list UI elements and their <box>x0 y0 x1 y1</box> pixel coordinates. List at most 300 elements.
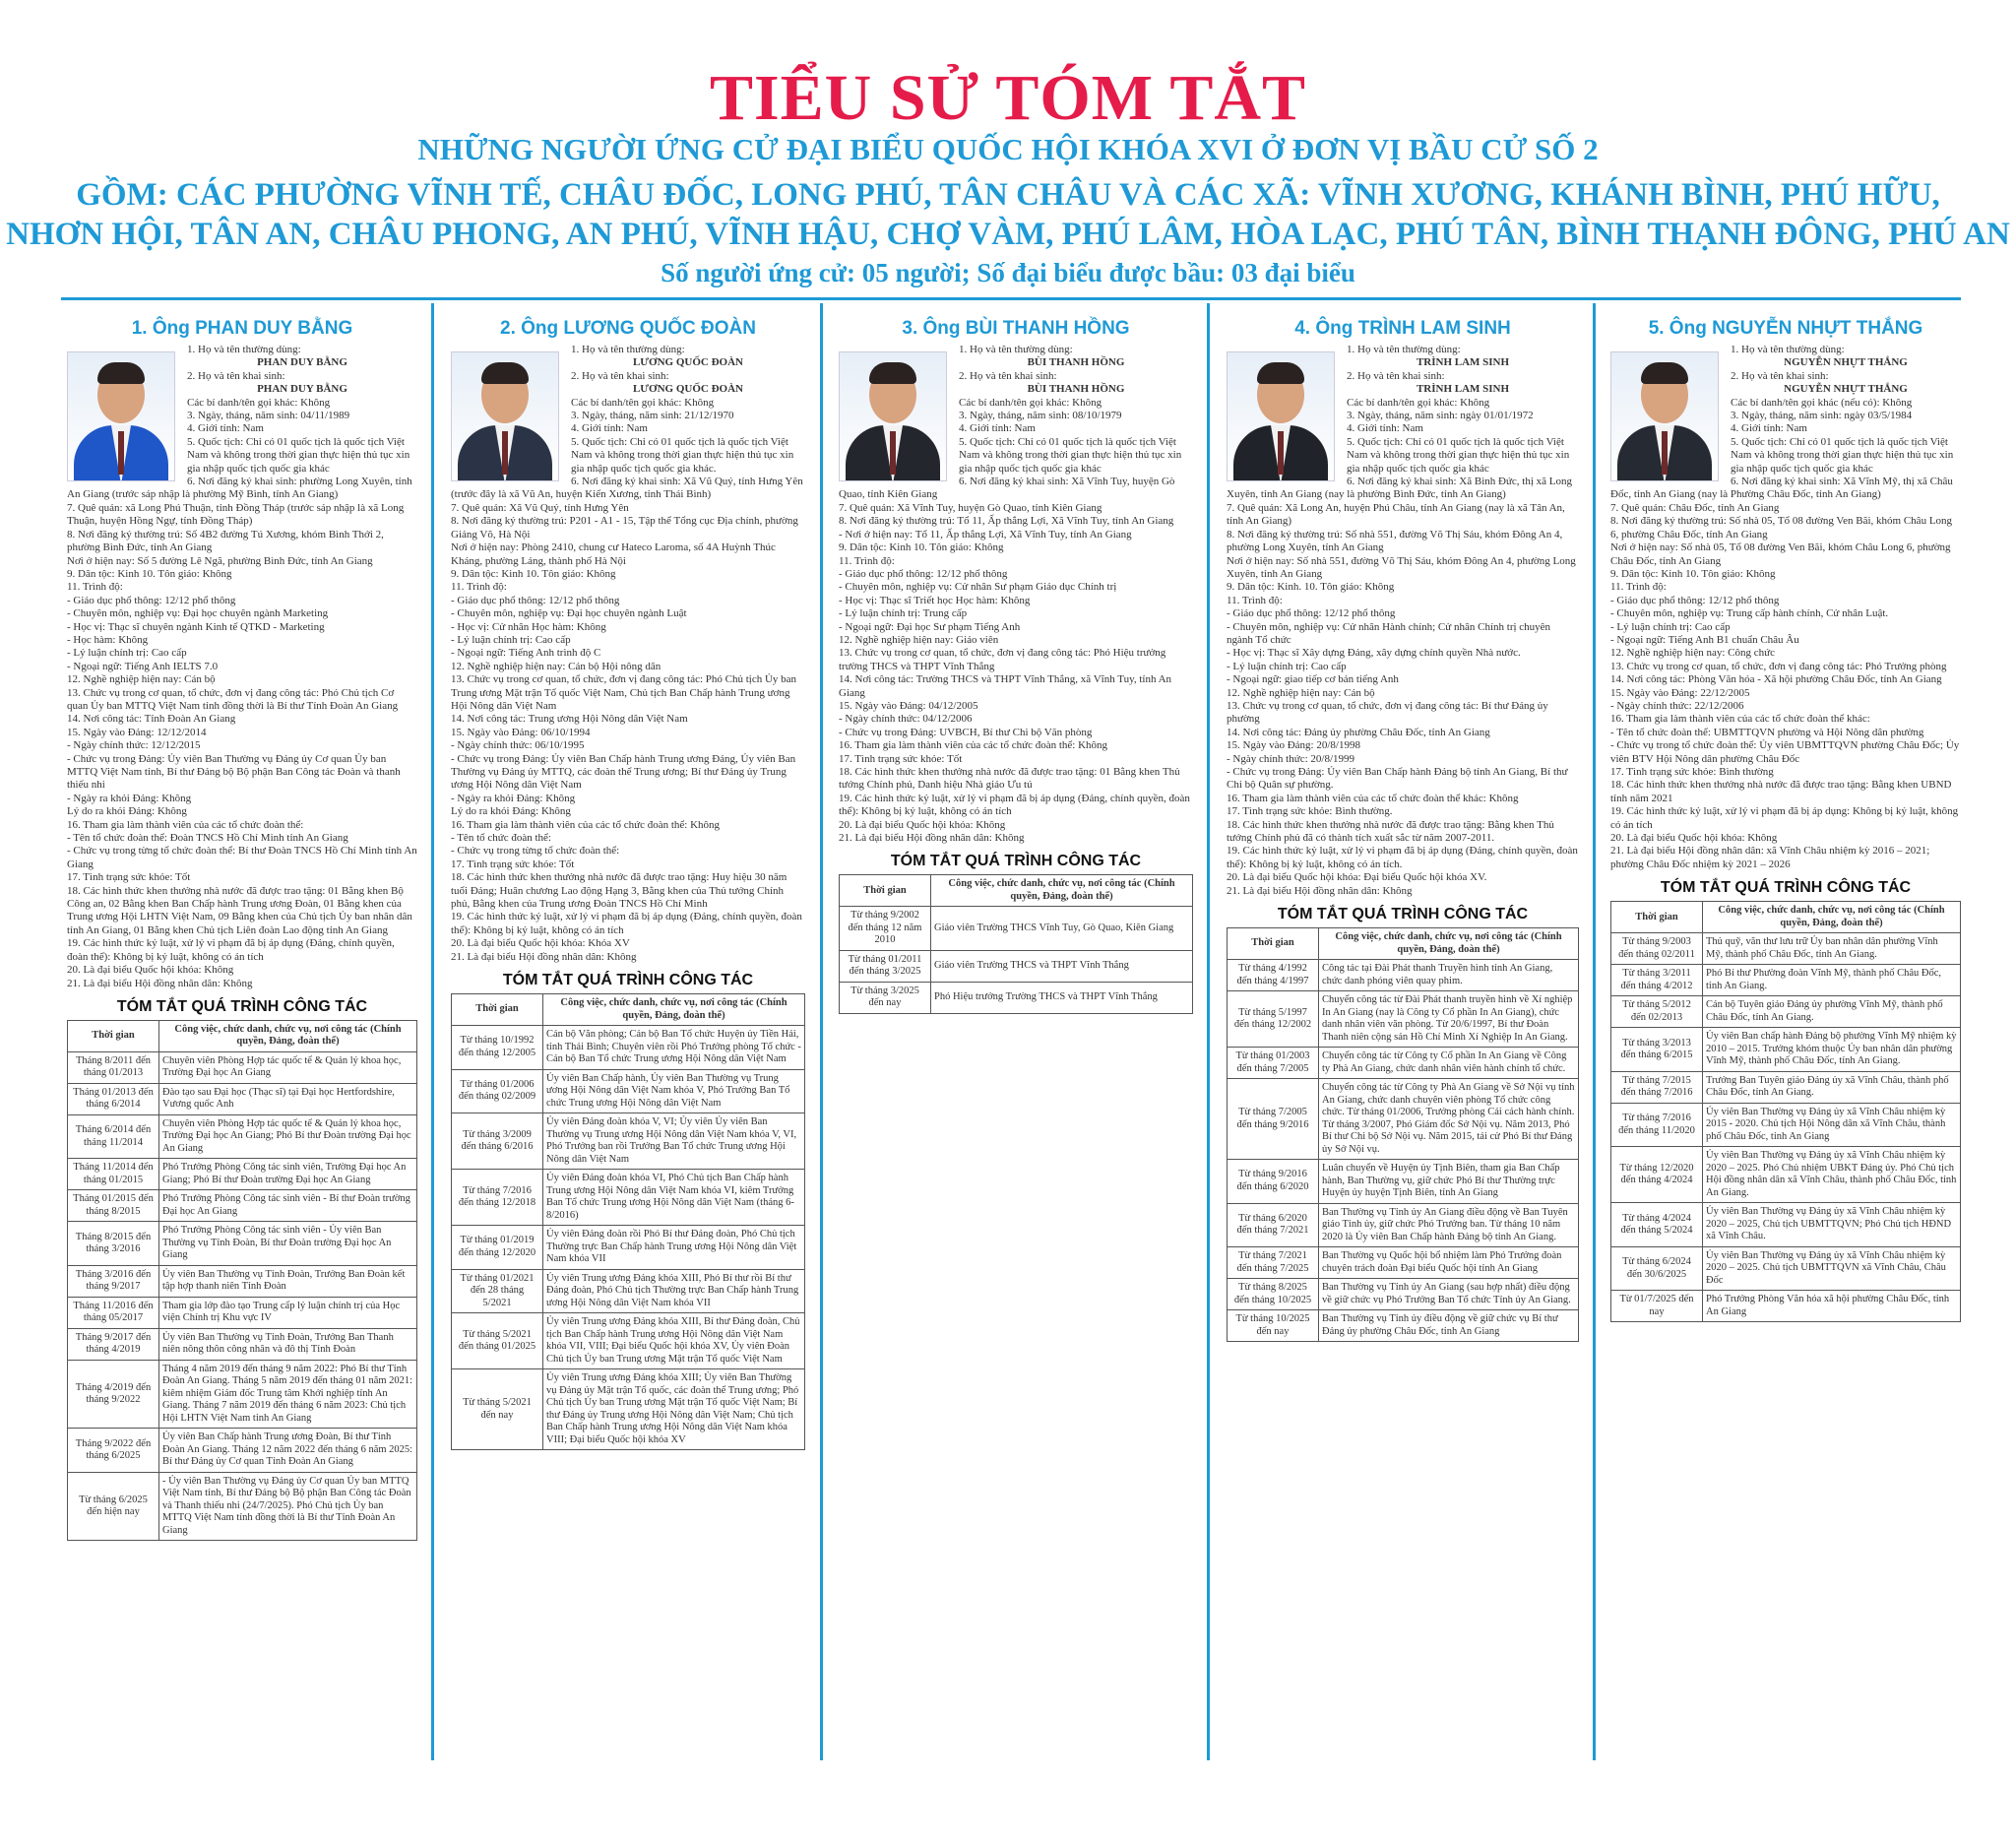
work-time: Từ tháng 6/2025 đến hiện nay <box>68 1472 159 1541</box>
work-time: Tháng 4/2019 đến tháng 9/2022 <box>68 1360 159 1429</box>
work-description: Giáo viên Trường THCS Vĩnh Tuy, Gò Quao, Kiên Giang <box>931 907 1193 951</box>
bio-line: 4. Giới tính: Nam <box>959 422 1036 435</box>
work-history-table <box>67 1020 417 1542</box>
subtitle-line-2: GỒM: CÁC PHƯỜNG VĨNH TẾ, CHÂU ĐỐC, LONG PHÚ, TÂN CHÂU VÀ CÁC XÃ: VĨNH XƯƠNG, KHÁNH BÌNH, PHÚ HỮU, <box>76 177 1940 213</box>
work-time: Từ tháng 9/2002 đến tháng 12 năm 2010 <box>840 907 931 951</box>
bio-line: 13. Chức vụ trong cơ quan, tổ chức, đơn vị đang công tác: Phó Trưởng phòng <box>1610 660 1947 672</box>
bio-line: NGUYỄN NHỰT THẮNG <box>1784 356 1908 369</box>
table-row <box>68 1265 417 1297</box>
bio-line: 11. Trình độ: <box>1610 581 1667 594</box>
photo-hair <box>97 362 145 384</box>
work-time: Từ tháng 7/2016 đến tháng 11/2020 <box>1611 1103 1703 1147</box>
bio-line: 21. Là đại biểu Hội đồng nhân dân: Không <box>451 950 637 963</box>
work-time: Tháng 8/2015 đến tháng 3/2016 <box>68 1222 159 1266</box>
table-row <box>1228 960 1579 991</box>
table-row <box>452 1369 805 1450</box>
bio-line: Các bí danh/tên gọi khác (nếu có): Không <box>1731 396 1913 409</box>
candidate-photo <box>67 351 175 481</box>
work-description: Chuyển công tác từ Công ty Phà An Giang về Sở Nội vụ tỉnh An Giang, chức danh chuyên viên phòng Tổ chức công chức. Từ tháng 01/2006, Trưởng phòng Cải cách hành chính. Từ tháng 3/2007, Phó Giám đốc Sở Nội vụ. Năm 2013, Phó Bí thư Chi bộ Sở Nội vụ. Năm 2015, tái cử Phó Bí thư Đảng ủy Sở Nội vụ. <box>1319 1079 1579 1160</box>
bio-line: - Chuyên môn, nghiệp vụ: Đại học chuyên ngành Luật <box>451 607 687 620</box>
bio-line: - Chuyên môn, nghiệp vụ: Cử nhân Sư phạm Giáo dục Chính trị <box>839 581 1117 594</box>
bio-line: 12. Nghề nghiệp hiện nay: Cán bộ <box>1227 686 1375 699</box>
bio-line: 19. Các hình thức kỷ luật, xử lý vi phạm đã bị áp dụng: Không bị kỷ luật, không có án tích <box>1610 805 1959 831</box>
table-row <box>68 1114 417 1159</box>
bio-line: 17. Tình trạng sức khỏe: Bình thường. <box>1227 805 1393 818</box>
bio-line: 18. Các hình thức khen thưởng nhà nước đã được trao tặng: 01 Bằng khen Thủ tướng Chính phủ, Danh hiệu Nhà giáo Ưu tú <box>839 766 1180 792</box>
work-time: Từ tháng 7/2015 đến tháng 7/2016 <box>1611 1071 1703 1103</box>
table-row <box>68 1222 417 1266</box>
work-description: Chuyên viên Phòng Hợp tác quốc tế & Quản lý khoa học, Trường Đại học An Giang <box>159 1051 417 1083</box>
bio-line: - Ngoại ngữ: giao tiếp cơ bản tiếng Anh <box>1227 673 1399 686</box>
bio-line: - Ngoại ngữ: Tiếng Anh trình độ C <box>451 647 601 660</box>
bio-line: NGUYỄN NHỰT THẮNG <box>1784 383 1908 396</box>
candidate-name: 1. Ông PHAN DUY BẰNG <box>131 318 353 339</box>
bio-line: 19. Các hình thức kỷ luật, xử lý vi phạm đã bị áp dụng (Đảng, chính quyền, đoàn thể): Không bị kỷ luật, không có án tích <box>67 937 395 963</box>
work-description: Tham gia lớp đào tạo Trung cấp lý luận chính trị của Học viện Chính trị Khu vực IV <box>159 1297 417 1328</box>
bio-line: 17. Tình trạng sức khỏe: Tốt <box>839 752 963 765</box>
bio-line: 13. Chức vụ trong cơ quan, tổ chức, đơn vị đang công tác: Bí thư Đảng ủy phường <box>1227 699 1548 726</box>
table-row <box>1228 1079 1579 1160</box>
bio-line: 3. Ngày, tháng, năm sinh: 08/10/1979 <box>959 410 1122 422</box>
work-description: Tháng 4 năm 2019 đến tháng 9 năm 2022: Phó Bí thư Tỉnh Đoàn An Giang. Tháng 5 năm 2019 đến tháng 01 năm 2021: kiêm nhiệm Giám đốc Trung tâm Khởi nghiệp tỉnh An Giang. Tháng 7 năm 2019 đến tháng 6 năm 2023: Chủ tịch Hội LHTN Việt Nam tỉnh An Giang <box>159 1360 417 1429</box>
bio-line: 8. Nơi đăng ký thường trú: P201 - A1 - 15, Tập thể Tổng cục Địa chính, phường Giảng Võ, Hà Nội <box>451 515 798 540</box>
table-row <box>1611 1246 1961 1291</box>
bio-line: 6. Nơi đăng ký khai sinh: Xã Vũ Quý, tỉnh Hưng Yên (trước đây là xã Vũ An, huyện Kiến Xương, tỉnh Thái Bình) <box>451 476 803 501</box>
work-description: Phó Trưởng Phòng Văn hóa xã hội phường Châu Đốc, tỉnh An Giang <box>1703 1291 1961 1322</box>
time-header: Thời gian <box>840 875 931 907</box>
work-time: Từ tháng 9/2003 đến tháng 02/2011 <box>1611 933 1703 965</box>
bio-line: - Ngoại ngữ: Tiếng Anh B1 chuẩn Châu Âu <box>1610 633 1799 646</box>
bio-line: 2. Họ và tên khai sinh: <box>571 369 669 382</box>
work-time: Từ tháng 10/2025 đến nay <box>1228 1310 1319 1342</box>
time-header: Thời gian <box>68 1020 159 1051</box>
bio-line: 17. Tình trạng sức khỏe: Tốt <box>67 871 191 884</box>
bio-line: 9. Dân tộc: Kinh 10. Tôn giáo: Không <box>1610 567 1776 580</box>
table-row <box>68 1360 417 1429</box>
bio-line: 15. Ngày vào Đảng: 22/12/2005 <box>1610 686 1750 699</box>
work-time: Tháng 3/2016 đến tháng 9/2017 <box>68 1265 159 1297</box>
bio-line: Lý do ra khỏi Đảng: Không <box>451 805 571 818</box>
subtitle-line-4: Số người ứng cử: 05 người; Số đại biểu được bầu: 03 đại biểu <box>661 258 1355 287</box>
table-row <box>1611 1203 1961 1247</box>
work-description: Ủy viên Ban Thường vụ Đảng ủy xã Vĩnh Châu nhiệm kỳ 2020 – 2025, Chủ tịch UBMTTQVN; Phó Chủ tịch HĐND xã Vĩnh Châu. <box>1703 1203 1961 1247</box>
bio-line: 5. Quốc tịch: Chỉ có 01 quốc tịch là quốc tịch Việt Nam và không trong thời gian thực hiện thủ tục xin gia nhập quốc tịch quốc gia khác <box>187 435 410 475</box>
work-time: Từ tháng 8/2025 đến tháng 10/2025 <box>1228 1279 1319 1310</box>
candidate-photo <box>839 351 947 481</box>
work-header: Công việc, chức danh, chức vụ, nơi công tác (Chính quyền, Đảng, đoàn thể) <box>931 875 1193 907</box>
candidate-photo <box>451 351 559 481</box>
work-description: Ủy viên Ban Chấp hành Trung ương Đoàn, Bí thư Tỉnh Đoàn An Giang. Tháng 12 năm 2022 đến tháng 6 năm 2025: Bí thư Đảng ủy Cơ quan Tỉnh Đoàn An Giang <box>159 1429 417 1473</box>
bio-line: 14. Nơi công tác: Trường THCS và THPT Vĩnh Thắng, xã Vĩnh Tuy, tỉnh An Giang <box>839 673 1172 699</box>
work-description: Ủy viên Trung ương Đảng khóa XIII, Phó Bí thư rồi Bí thư Đảng đoàn, Phó Chủ tịch Thường trực Ban Chấp hành Trung ương Hội Nông dân Việt Nam khóa VII <box>543 1269 805 1313</box>
column-divider <box>1207 303 1210 1760</box>
bio-line: - Chuyên môn, nghiệp vụ: Đại học chuyên ngành Marketing <box>67 607 329 620</box>
work-time: Tháng 11/2016 đến tháng 05/2017 <box>68 1297 159 1328</box>
bio-line: 4. Giới tính: Nam <box>1731 422 1807 435</box>
bio-line: - Giáo dục phổ thông: 12/12 phổ thông <box>1227 607 1396 620</box>
bio-line: 6. Nơi đăng ký khai sinh: Xã Vĩnh Tuy, huyện Gò Quao, tỉnh Kiên Giang <box>839 476 1175 501</box>
bio-line: 12. Nghề nghiệp hiện nay: Giáo viên <box>839 633 999 646</box>
bio-line: 4. Giới tính: Nam <box>571 422 648 435</box>
bio-line: 1. Họ và tên thường dùng: <box>187 344 301 355</box>
bio-line: 6. Nơi đăng ký khai sinh: Xã Vĩnh Mỹ, thị xã Châu Đốc, tỉnh An Giang (nay là Phường Châu Đốc, tỉnh An Giang) <box>1610 476 1953 501</box>
work-time: Từ tháng 9/2016 đến tháng 6/2020 <box>1228 1160 1319 1204</box>
bio-line: 3. Ngày, tháng, năm sinh: 04/11/1989 <box>187 410 350 422</box>
work-description: Ủy viên Đảng đoàn khóa V, VI; Ủy viên Ủy viên Ban Thường vụ Trung ương Hội Nông dân Việt Nam khóa V, VI, Phó Trưởng ban rồi Trưởng Ban Tổ chức Trung ương Hội Nông dân Việt Nam <box>543 1113 805 1170</box>
bio-line: 21. Là đại biểu Hội đồng nhân dân: Không <box>67 977 253 989</box>
work-description: Luân chuyển về Huyện ủy Tịnh Biên, tham gia Ban Chấp hành, Ban Thường vụ, giữ chức Phó Bí thư Thường trực Huyện ủy huyện Tịnh Biên, tỉnh An Giang <box>1319 1160 1579 1204</box>
bio-line: 11. Trình độ: <box>839 554 895 567</box>
bio-line: 4. Giới tính: Nam <box>187 422 264 435</box>
bio-line: 12. Nghề nghiệp hiện nay: Cán bộ Hội nông dân <box>451 660 662 672</box>
work-time: Từ tháng 5/2012 đến 02/2013 <box>1611 996 1703 1028</box>
table-row <box>1611 1147 1961 1203</box>
bio-line: 1. Họ và tên thường dùng: <box>571 344 685 355</box>
bio-line: 11. Trình độ: <box>451 581 507 594</box>
bio-line: - Giáo dục phổ thông: 12/12 phổ thông <box>451 594 620 606</box>
table-row <box>68 1472 417 1541</box>
photo-tie <box>1278 431 1284 475</box>
bio-line: - Tên tổ chức đoàn thể: Đoàn TNCS Hồ Chí Minh tỉnh An Giang <box>67 832 348 845</box>
bio-line: 16. Tham gia làm thành viên của các tổ chức đoàn thể: Không <box>451 818 721 831</box>
bio-line: 14. Nơi công tác: Trung ương Hội Nông dân Việt Nam <box>451 713 688 726</box>
photo-hair <box>1257 362 1304 384</box>
work-description: Ban Thường vụ Tỉnh ủy điều động về giữ chức vụ Bí thư Đảng ủy phường Châu Đốc, tỉnh An Giang <box>1319 1310 1579 1342</box>
candidate-column <box>839 303 1193 1800</box>
table-row <box>1228 1310 1579 1342</box>
bio-line: - Ngày chính thức: 22/12/2006 <box>1610 699 1744 712</box>
bio-line: 12. Nghề nghiệp hiện nay: Công chức <box>1610 647 1775 660</box>
bio-line: 8. Nơi đăng ký thường trú: Số nhà 551, đường Võ Thị Sáu, khóm Đông An 4, phường Long Xuyên, tỉnh An Giang <box>1227 528 1563 554</box>
bio-line: 21. Là đại biểu Hội đồng nhân dân: Không <box>839 832 1025 845</box>
bio-line: - Tên tổ chức đoàn thể: <box>451 832 551 845</box>
work-description: Phó Trưởng Phòng Công tác sinh viên - Bí thư Đoàn trường Đại học An Giang <box>159 1190 417 1222</box>
table-row <box>840 907 1193 951</box>
bio-line: - Chức vụ trong Đảng: UVBCH, Bí thư Chi bộ Văn phòng <box>839 726 1093 738</box>
bio-line: 7. Quê quán: Xã Vũ Quý, tỉnh Hưng Yên <box>451 501 629 514</box>
work-description: Ủy viên Đảng đoàn rồi Phó Bí thư Đảng đoàn, Phó Chủ tịch Thường trực Ban Chấp hành Trung ương Hội Nông dân Việt Nam khóa VII <box>543 1226 805 1270</box>
work-description: Chuyển công tác từ Công ty Cổ phần In An Giang về Công ty Phà An Giang, chức danh nhân viên hành chính tổ chức. <box>1319 1048 1579 1079</box>
bio-line: - Học hàm: Không <box>67 633 149 646</box>
work-time: Từ tháng 5/1997 đến tháng 12/2002 <box>1228 991 1319 1048</box>
bio-line: - Giáo dục phổ thông: 12/12 phổ thông <box>67 594 236 606</box>
work-time: Từ tháng 12/2020 đến tháng 4/2024 <box>1611 1147 1703 1203</box>
work-time: Từ tháng 01/2021 đến 28 tháng 5/2021 <box>452 1269 543 1313</box>
bio-line: LƯƠNG QUỐC ĐOÀN <box>632 356 744 369</box>
bio-line: - Ngày chính thức: 12/12/2015 <box>67 739 201 752</box>
header-divider <box>61 297 1961 300</box>
bio-line: 14. Nơi công tác: Phòng Văn hóa - Xã hội phường Châu Đốc, tỉnh An Giang <box>1610 673 1942 686</box>
work-time: Tháng 8/2011 đến tháng 01/2013 <box>68 1051 159 1083</box>
table-row <box>452 1269 805 1313</box>
work-time: Từ tháng 7/2005 đến tháng 9/2016 <box>1228 1079 1319 1160</box>
candidate-column <box>1227 303 1579 1800</box>
table-row <box>452 1026 805 1070</box>
bio-line: 5. Quốc tịch: Chỉ có 01 quốc tịch là quốc tịch Việt Nam và không trong thời gian thực hiện thủ tục xin gia nhập quốc tịch quốc gia khác. <box>571 435 794 475</box>
bio-line: 5. Quốc tịch: Chỉ có 01 quốc tịch là quốc tịch Việt Nam và không trong thời gian thực hiện thủ tục xin gia nhập quốc tịch quốc gia khác <box>959 435 1182 475</box>
bio-line: - Lý luận chính trị: Trung cấp <box>839 607 968 620</box>
work-time: Tháng 9/2017 đến tháng 4/2019 <box>68 1328 159 1360</box>
bio-line: PHAN DUY BẰNG <box>257 356 347 369</box>
bio-line: 7. Quê quán: Xã Long An, huyện Phú Châu, tỉnh An Giang (nay là xã Tân An, tỉnh An Giang) <box>1227 501 1565 528</box>
bio-line: 11. Trình độ: <box>1227 594 1283 606</box>
work-description: Phó Trưởng Phòng Công tác sinh viên - Ủy viên Ban Thường vụ Tỉnh Đoàn, Bí thư Đoàn trường Đại học An Giang <box>159 1222 417 1266</box>
work-history-title: TÓM TẮT QUÁ TRÌNH CÔNG TÁC <box>1660 879 1912 897</box>
bio-line: 1. Họ và tên thường dùng: <box>959 344 1073 355</box>
work-history-title: TÓM TẮT QUÁ TRÌNH CÔNG TÁC <box>890 853 1142 870</box>
bio-line: 3. Ngày, tháng, năm sinh: 21/12/1970 <box>571 410 734 422</box>
candidate-name: 4. Ông TRÌNH LAM SINH <box>1294 318 1511 339</box>
work-time: Từ tháng 7/2021 đến tháng 7/2025 <box>1228 1247 1319 1279</box>
table-row <box>452 1170 805 1226</box>
bio-line: - Tên tổ chức đoàn thể: UBMTTQVN phường và Hội Nông dân phường <box>1610 726 1924 738</box>
work-time: Từ tháng 3/2011 đến tháng 4/2012 <box>1611 965 1703 996</box>
table-row <box>1228 1160 1579 1204</box>
bio-line: - Giáo dục phổ thông: 12/12 phổ thông <box>839 567 1008 580</box>
work-description: Ban Thường vụ Tỉnh ủy An Giang (sau hợp nhất) điều động về giữ chức vụ Phó Trưởng Ban Tổ chức Tỉnh ủy An Giang. <box>1319 1279 1579 1310</box>
bio-line: 13. Chức vụ trong cơ quan, tổ chức, đơn vị đang công tác: Phó Chủ tịch Ủy ban Trung ương Mặt trận Tổ quốc Việt Nam, Chủ tịch Ban Chấp hành Trung ương Hội Nông dân Việt Nam <box>451 673 797 712</box>
table-row <box>452 1069 805 1113</box>
table-row <box>1228 1048 1579 1079</box>
table-row <box>1611 996 1961 1028</box>
table-row <box>68 1429 417 1473</box>
bio-line: 6. Nơi đăng ký khai sinh: phường Long Xuyên, tỉnh An Giang (trước sáp nhập là phường Mỹ Bình, tỉnh An Giang) <box>67 476 412 501</box>
bio-line: 16. Tham gia làm thành viên của các tổ chức đoàn thể khác: <box>1610 713 1870 726</box>
table-row <box>68 1328 417 1360</box>
bio-line: 18. Các hình thức khen thưởng nhà nước đã được trao tặng: Bằng khen Thủ tướng Chính phủ đã có thành tích xuất sắc từ năm 2007-2011. <box>1227 818 1554 845</box>
time-header: Thời gian <box>1228 928 1319 960</box>
work-time: Từ tháng 3/2025 đến nay <box>840 982 931 1013</box>
bio-line: TRÌNH LAM SINH <box>1416 356 1510 369</box>
work-description: Phó Hiệu trưởng Trường THCS và THPT Vĩnh Thắng <box>931 982 1193 1013</box>
table-row <box>68 1051 417 1083</box>
bio-line: - Ngày ra khỏi Đảng: Không <box>451 792 576 804</box>
bio-line: Nơi ở hiện nay: Phòng 2410, chung cư Hateco Laroma, số 4A Huỳnh Thúc Kháng, phường Láng, thành phố Hà Nội <box>451 541 776 567</box>
table-row <box>1611 1071 1961 1103</box>
bio-line: 17. Tình trạng sức khỏe: Tốt <box>451 858 575 870</box>
table-row <box>1611 965 1961 996</box>
table-row <box>452 1313 805 1369</box>
table-row <box>1228 1279 1579 1310</box>
bio-line: 19. Các hình thức kỷ luật, xử lý vi phạm đã bị áp dụng (Đảng, chính quyền, đoàn thể): Không bị kỷ luật, không có án tích <box>451 911 802 936</box>
table-row <box>68 1297 417 1328</box>
photo-tie <box>890 431 896 475</box>
bio-line: - Giáo dục phổ thông: 12/12 phổ thông <box>1610 594 1780 606</box>
bio-line: - Ngoại ngữ: Tiếng Anh IELTS 7.0 <box>67 660 219 672</box>
bio-line: - Học vị: Cử nhân Học hàm: Không <box>451 620 606 633</box>
bio-line: 15. Ngày vào Đảng: 06/10/1994 <box>451 726 591 738</box>
table-row <box>1228 1247 1579 1279</box>
candidate-column <box>67 303 417 1800</box>
bio-line: 18. Các hình thức khen thưởng nhà nước đã được trao tặng: Bằng khen UBND tỉnh năm 2021 <box>1610 779 1952 804</box>
photo-tie <box>1662 431 1668 475</box>
work-history-table <box>839 874 1193 1014</box>
bio-line: 20. Là đại biểu Quốc hội khóa: Đại biểu Quốc hội khóa XV. <box>1227 871 1487 884</box>
work-description: Phó Trưởng Phòng Công tác sinh viên, Trường Đại học An Giang; Phó Bí thư Đoàn trường Đại học An Giang <box>159 1159 417 1190</box>
table-row <box>68 1190 417 1222</box>
bio-line: Nơi ở hiện nay: Số 5 đường Lê Ngã, phường Bình Đức, tỉnh An Giang <box>67 554 373 567</box>
bio-line: Nơi ở hiện nay: Số nhà 551, đường Võ Thị Sáu, khóm Đông An 4, phường Long Xuyên, tỉnh An Giang <box>1227 554 1576 580</box>
work-description: Ủy viên Ban chấp hành Đảng bộ phường Vĩnh Mỹ nhiệm kỳ 2010 – 2015. Trưởng khóm thuộc Ủy ban nhân dân phường Vĩnh Mỹ, thành phố Châu Đốc, tỉnh An Giang. <box>1703 1028 1961 1072</box>
work-description: Đào tạo sau Đại học (Thạc sĩ) tại Đại học Hertfordshire, Vương quốc Anh <box>159 1083 417 1114</box>
candidate-photo <box>1610 351 1719 481</box>
work-header: Công việc, chức danh, chức vụ, nơi công tác (Chính quyền, Đảng, đoàn thể) <box>1703 902 1961 933</box>
candidate-name: 3. Ông BÙI THANH HỒNG <box>902 318 1130 339</box>
bio-line: 6. Nơi đăng ký khai sinh: Xã Bình Đức, thị xã Long Xuyên, tỉnh An Giang (nay là phường Bình Đức, tỉnh An Giang) <box>1227 476 1573 501</box>
bio-line: 2. Họ và tên khai sinh: <box>1347 369 1445 382</box>
bio-line: 18. Các hình thức khen thưởng nhà nước đã được trao tặng: 01 Bằng khen Bộ Công an, 02 Bằng khen Ban Chấp hành Trung ương Đoàn, 01 Bằng khen của Trung ương Hội LHTN Việt Nam, 09 Bằng khen của Chủ tịch Ủy ban nhân dân tỉnh An Giang, 01 Bằng khen Chủ tịch Liên đoàn Lao động tỉnh An Giang <box>67 884 412 936</box>
work-description: Cán bộ Tuyên giáo Đảng ủy phường Vĩnh Mỹ, thành phố Châu Đốc, tỉnh An Giang. <box>1703 996 1961 1028</box>
bio-line: 16. Tham gia làm thành viên của các tổ chức đoàn thể khác: Không <box>1227 792 1519 804</box>
bio-line: 11. Trình độ: <box>67 581 123 594</box>
bio-line: - Chức vụ trong Đảng: Ủy viên Ban Thường vụ Đảng ủy Cơ quan Ủy ban MTTQ Việt Nam tỉnh, Bí thư Đảng bộ Bộ phận Ban Công tác Đoàn và thanh thiếu nhi <box>67 752 401 792</box>
bio-line: 1. Họ và tên thường dùng: <box>1347 344 1461 355</box>
work-time: Từ tháng 01/2019 đến tháng 12/2020 <box>452 1226 543 1270</box>
work-time: Tháng 01/2015 đến tháng 8/2015 <box>68 1190 159 1222</box>
bio-line: - Lý luận chính trị: Cao cấp <box>1227 660 1347 672</box>
bio-line: 1. Họ và tên thường dùng: <box>1731 344 1845 355</box>
work-description: Ban Thường vụ Quốc hội bổ nhiệm làm Phó Trưởng đoàn chuyên trách đoàn Đại biểu Quốc hội tỉnh An Giang <box>1319 1247 1579 1279</box>
bio-line: - Chức vụ trong từng tổ chức đoàn thể: Bí thư Đoàn TNCS Hồ Chí Minh tỉnh An Giang <box>67 845 417 870</box>
work-time: Tháng 9/2022 đến tháng 6/2025 <box>68 1429 159 1473</box>
candidate-photo <box>1227 351 1335 481</box>
bio-line: - Chức vụ trong Đảng: Ủy viên Ban Chấp hành Đảng bộ tỉnh An Giang, Bí thư Chi bộ Quân sự phường. <box>1227 766 1568 792</box>
work-time: Từ tháng 5/2021 đến nay <box>452 1369 543 1450</box>
bio-line: 3. Ngày, tháng, năm sinh: ngày 01/01/1972 <box>1347 410 1534 422</box>
work-time: Tháng 11/2014 đến tháng 01/2015 <box>68 1159 159 1190</box>
work-time: Từ tháng 5/2021 đến tháng 01/2025 <box>452 1313 543 1369</box>
bio-line: Các bí danh/tên gọi khác: Không <box>959 396 1102 409</box>
table-row <box>1228 991 1579 1048</box>
bio-line: 16. Tham gia làm thành viên của các tổ chức đoàn thể: <box>67 818 304 831</box>
work-header: Công việc, chức danh, chức vụ, nơi công tác (Chính quyền, Đảng, đoàn thể) <box>1319 928 1579 960</box>
work-description: Chuyển công tác từ Đài Phát thanh truyền hình về Xí nghiệp In An Giang (nay là Công ty Cổ phần In An Giang), chức danh nhân viên văn phòng. Từ 20/6/1997, Bí thư Đoàn Thanh niên cộng sản Hồ Chí Minh Xí Nghiệp In An Giang. <box>1319 991 1579 1048</box>
candidate-column <box>1610 303 1961 1800</box>
bio-line: Lý do ra khỏi Đảng: Không <box>67 805 187 818</box>
bio-line: 2. Họ và tên khai sinh: <box>1731 369 1829 382</box>
work-description: Ủy viên Ban Thường vụ Đảng ủy xã Vĩnh Châu nhiệm kỳ 2020 – 2025. Phó Chủ nhiệm UBKT Đảng ủy. Phó Chủ tịch Hội đồng nhân dân xã Vĩnh Châu, thành phố Châu Đốc, tỉnh An Giang. <box>1703 1147 1961 1203</box>
bio-line: - Chức vụ trong từng tổ chức đoàn thể: <box>451 845 620 858</box>
bio-line: 18. Các hình thức khen thưởng nhà nước đã được trao tặng: Huy hiệu 30 năm tuổi Đảng; Huân chương Lao động Hạng 3, Bằng khen của Thủ tướng Chính phủ, Bằng khen của Trung ương Đoàn TNCS Hồ Chí Minh <box>451 871 788 911</box>
column-divider <box>820 303 823 1760</box>
work-history-title: TÓM TẮT QUÁ TRÌNH CÔNG TÁC <box>1277 906 1529 923</box>
bio-line: 15. Ngày vào Đảng: 20/8/1998 <box>1227 739 1360 752</box>
bio-line: BÙI THANH HỒNG <box>1027 356 1125 369</box>
bio-line: 20. Là đại biểu Quốc hội khóa: Không <box>67 964 234 977</box>
table-row <box>1611 1103 1961 1147</box>
bio-line: 5. Quốc tịch: Chỉ có 01 quốc tịch là quốc tịch Việt Nam và không trong thời gian thực hiện thủ tục xin gia nhập quốc tịch quốc gia khác <box>1731 435 1954 475</box>
bio-line: PHAN DUY BẰNG <box>257 383 347 396</box>
bio-line: - Học vị: Thạc sĩ chuyên ngành Kinh tế QTKD - Marketing <box>67 620 325 633</box>
bio-line: 2. Họ và tên khai sinh: <box>187 369 285 382</box>
bio-line: 16. Tham gia làm thành viên của các tổ chức đoàn thể: Không <box>839 739 1108 752</box>
bio-line: 7. Quê quán: Xã Vĩnh Tuy, huyện Gò Quao, tỉnh Kiên Giang <box>839 501 1102 514</box>
bio-line: 15. Ngày vào Đảng: 12/12/2014 <box>67 726 207 738</box>
bio-line: 13. Chức vụ trong cơ quan, tổ chức, đơn vị đang công tác: Phó Chủ tịch Cơ quan Ủy ban MTTQ Việt Nam tỉnh đồng thời là Bí thư Tỉnh Đoàn An Giang <box>67 686 399 712</box>
bio-line: Các bí danh/tên gọi khác: Không <box>571 396 715 409</box>
table-row <box>1611 1291 1961 1322</box>
work-description: Cán bộ Văn phòng; Cán bộ Ban Tổ chức Huyện ủy Tiền Hải, tỉnh Thái Bình; Chuyên viên rồi Phó Trưởng phòng Tổ chức - Cán bộ Ban Tổ chức Trung ương Hội Nông dân Việt Nam <box>543 1026 805 1070</box>
work-description: Ủy viên Ban Thường vụ Tỉnh Đoàn, Trưởng Ban Thanh niên nông thôn công nhân và đô thị Tỉnh Đoàn <box>159 1328 417 1360</box>
subtitle-line-3: NHƠN HỘI, TÂN AN, CHÂU PHONG, AN PHÚ, VĨNH HẬU, CHỢ VÀM, PHÚ LÂM, HÒA LẠC, PHÚ TÂN, BÌNH THẠNH ĐÔNG, PHÚ AN <box>6 217 2010 252</box>
time-header: Thời gian <box>452 994 543 1026</box>
photo-hair <box>869 362 916 384</box>
bio-line: 20. Là đại biểu Quốc hội khóa: Khóa XV <box>451 937 630 950</box>
bio-line: 8. Nơi đăng ký thường trú: Tổ 11, Ấp thắng Lợi, Xã Vĩnh Tuy, tỉnh An Giang <box>839 515 1174 528</box>
work-description: Ban Thường vụ Tỉnh ủy An Giang điều động về Ban Tuyên giáo Tỉnh ủy, giữ chức Phó Trưởng ban. Từ tháng 10 năm 2020 là Ủy viên Ban Chấp hành Đảng bộ tỉnh An Giang. <box>1319 1203 1579 1247</box>
bio-line: - Ngày chính thức: 20/8/1999 <box>1227 752 1354 765</box>
bio-line: 9. Dân tộc: Kinh 10. Tôn giáo: Không <box>839 541 1004 554</box>
bio-line: 14. Nơi công tác: Tỉnh Đoàn An Giang <box>67 713 236 726</box>
bio-line: TRÌNH LAM SINH <box>1416 383 1510 396</box>
bio-line: - Học vị: Thạc sĩ Triết học Học hàm: Không <box>839 594 1031 606</box>
work-time: Từ tháng 3/2009 đến tháng 6/2016 <box>452 1113 543 1170</box>
bio-line: 19. Các hình thức kỷ luật, xử lý vi phạm đã bị áp dụng (Đảng, chính quyền, đoàn thể): Không bị kỷ luật, không có án tích. <box>1227 845 1578 870</box>
work-header: Công việc, chức danh, chức vụ, nơi công tác (Chính quyền, Đảng, đoàn thể) <box>159 1020 417 1051</box>
work-description: Trưởng Ban Tuyên giáo Đảng ủy xã Vĩnh Châu, thành phố Châu Đốc, tỉnh An Giang. <box>1703 1071 1961 1103</box>
work-time: Từ tháng 4/1992 đến tháng 4/1997 <box>1228 960 1319 991</box>
bio-line: 5. Quốc tịch: Chỉ có 01 quốc tịch là quốc tịch Việt Nam và không trong thời gian thực hiện thủ tục xin gia nhập quốc tịch quốc gia khác <box>1347 435 1570 475</box>
work-description: Ủy viên Trung ương Đảng khóa XIII; Ủy viên Ban Thường vụ Đảng ủy Mặt trận Tổ quốc, các đoàn thể Trung ương; Phó Chủ tịch Ủy ban Trung ương Mặt trận Tổ quốc Việt Nam; Bí thư Đảng ủy Trung ương Hội Nông dân Việt Nam; Chủ tịch Ban Chấp hành Trung ương Hội Nông dân Việt Nam khóa VIII; Đại biểu Quốc hội khóa XV <box>543 1369 805 1450</box>
photo-tie <box>502 431 508 475</box>
bio-line: - Chức vụ trong Đảng: Ủy viên Ban Chấp hành Trung ương Đảng, Ủy viên Ban Thường vụ Đảng ủy MTTQ, các đoàn thể Trung ương; Bí thư Đảng ủy Trung ương Hội Nông dân Việt Nam <box>451 752 796 792</box>
candidate-name: 2. Ông LƯƠNG QUỐC ĐOÀN <box>500 318 756 339</box>
work-time: Từ tháng 6/2024 đến 30/6/2025 <box>1611 1246 1703 1291</box>
work-time: Từ tháng 10/1992 đến tháng 12/2005 <box>452 1026 543 1070</box>
table-row <box>452 1226 805 1270</box>
bio-line: - Ngày chính thức: 04/12/2006 <box>839 713 973 726</box>
bio-line: - Học vị: Thạc sĩ Xây dựng Đảng, xây dựng chính quyền Nhà nước. <box>1227 647 1521 660</box>
work-description: Phó Bí thư Phường đoàn Vĩnh Mỹ, thành phố Châu Đốc, tỉnh An Giang. <box>1703 965 1961 996</box>
bio-line: LƯƠNG QUỐC ĐOÀN <box>632 383 744 396</box>
bio-line: 15. Ngày vào Đảng: 04/12/2005 <box>839 699 978 712</box>
bio-line: - Lý luận chính trị: Cao cấp <box>451 633 571 646</box>
bio-line: 4. Giới tính: Nam <box>1347 422 1423 435</box>
bio-line: 21. Là đại biểu Hội đồng nhân dân: Không <box>1227 884 1413 897</box>
bio-line: 9. Dân tộc: Kinh 10. Tôn giáo: Không <box>67 567 232 580</box>
bio-line: 14. Nơi công tác: Đảng ủy phường Châu Đốc, tỉnh An Giang <box>1227 726 1490 738</box>
work-description: Ủy viên Ban Chấp hành, Ủy viên Ban Thường vụ Trung ương Hội Nông dân Việt Nam khóa V, Phó Trưởng Ban Tổ chức Trung ương Hội Nông dân Việt Nam <box>543 1069 805 1113</box>
work-description: Ủy viên Ban Thường vụ Đảng ủy xã Vĩnh Châu nhiệm kỳ 2015 - 2020. Chủ tịch Hội Nông dân xã Vĩnh Châu, thành phố Châu Đốc, tỉnh An Giang <box>1703 1103 1961 1147</box>
bio-line: 7. Quê quán: Châu Đốc, tỉnh An Giang <box>1610 501 1780 514</box>
work-description: Ủy viên Trung ương Đảng khóa XIII, Bí thư Đảng đoàn, Chủ tịch Ban Chấp hành Trung ương Hội Nông dân Việt Nam khóa VII, VIII; Đại biểu Quốc hội khóa XV, Ủy viên Đoàn Chủ tịch Ủy ban Trung ương Mặt trận Tổ quốc Việt Nam <box>543 1313 805 1369</box>
bio-line: 19. Các hình thức kỷ luật, xử lý vi phạm đã bị áp dụng (Đảng, chính quyền, đoàn thể): Không bị kỷ luật, không có án tích <box>839 792 1190 818</box>
table-row <box>452 1113 805 1170</box>
bio-line: - Chức vụ trong tổ chức đoàn thể: Ủy viên UBMTTQVN phường Châu Đốc; Ủy viên BTV Hội Nông dân phường Châu Đốc <box>1610 739 1960 765</box>
table-row <box>1228 1203 1579 1247</box>
work-time: Từ tháng 3/2013 đến tháng 6/2015 <box>1611 1028 1703 1072</box>
work-history-table <box>1227 927 1579 1342</box>
page-title: TIỂU SỬ TÓM TẮT <box>709 62 1307 134</box>
bio-line: 3. Ngày, tháng, năm sinh: ngày 03/5/1984 <box>1731 410 1913 422</box>
work-description: Chuyên viên Phòng Hợp tác quốc tế & Quản lý khoa học, Trường Đại học An Giang; Phó Bí thư Đoàn trường Đại học An Giang <box>159 1114 417 1159</box>
work-time: Từ tháng 7/2016 đến tháng 12/2018 <box>452 1170 543 1226</box>
table-row <box>840 950 1193 982</box>
work-description: Giáo viên Trường THCS và THPT Vĩnh Thắng <box>931 950 1193 982</box>
bio-line: 9. Dân tộc: Kinh. 10. Tôn giáo: Không <box>1227 581 1395 594</box>
work-time: Tháng 01/2013 đến tháng 6/2014 <box>68 1083 159 1114</box>
column-divider <box>1593 303 1596 1760</box>
work-history-title: TÓM TẮT QUÁ TRÌNH CÔNG TÁC <box>116 997 368 1015</box>
subtitle-line-1: NHỮNG NGƯỜI ỨNG CỬ ĐẠI BIỂU QUỐC HỘI KHÓA XVI Ở ĐƠN VỊ BẦU CỬ SỐ 2 <box>417 132 1599 166</box>
table-row <box>840 982 1193 1013</box>
work-description: Thủ quỹ, văn thư lưu trữ Ủy ban nhân dân phường Vĩnh Mỹ, thành phố Châu Đốc, tỉnh An Giang. <box>1703 933 1961 965</box>
work-header: Công việc, chức danh, chức vụ, nơi công tác (Chính quyền, Đảng, đoàn thể) <box>543 994 805 1026</box>
bio-line: 12. Nghề nghiệp hiện nay: Cán bộ <box>67 673 216 686</box>
time-header: Thời gian <box>1611 902 1703 933</box>
work-time: Từ 01/7/2025 đến nay <box>1611 1291 1703 1322</box>
work-time: Từ tháng 01/2011 đến tháng 3/2025 <box>840 950 931 982</box>
